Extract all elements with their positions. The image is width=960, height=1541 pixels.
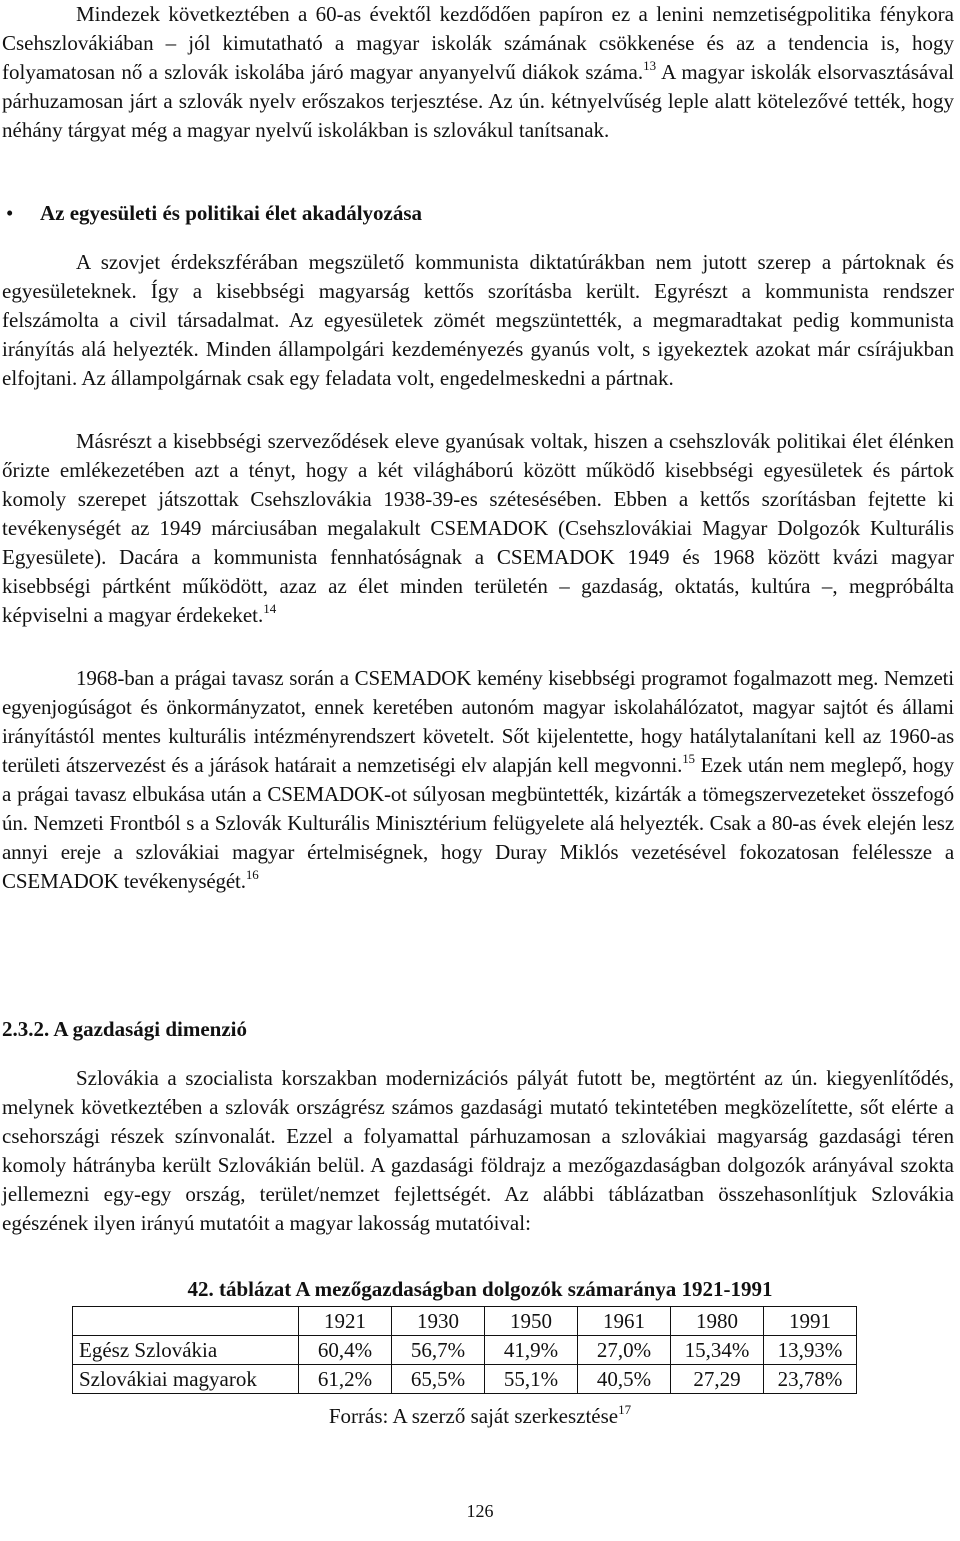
table-row-label: Egész Szlovákia	[73, 1336, 299, 1365]
table-row	[73, 1336, 857, 1365]
bullet-icon: •	[6, 201, 14, 225]
bullet-heading: Az egyesületi és politikai élet akadályozása	[40, 201, 423, 225]
table-cell: 56,7%	[392, 1336, 485, 1365]
footnote-ref-13[interactable]: 13	[643, 58, 657, 73]
table-cell: 15,34%	[671, 1336, 764, 1365]
table-header-cell: 1950	[485, 1307, 578, 1336]
table-cell: 40,5%	[578, 1365, 671, 1394]
table-header-cell	[73, 1307, 299, 1336]
section-heading: 2.3.2. A gazdasági dimenzió	[2, 1017, 248, 1041]
paragraph-prague-spring	[2, 664, 954, 896]
footnote-ref-16[interactable]: 16	[245, 867, 259, 882]
table-header-cell: 1980	[671, 1307, 764, 1336]
table-source	[0, 1402, 960, 1431]
source-text: Forrás: A szerző saját szerkesztése	[328, 1404, 619, 1428]
table-header-cell: 1930	[392, 1307, 485, 1336]
paragraph-text: 1968-ban a prágai tavasz során a CSEMADOK kemény kisebbségi programot fogalmazott meg. Nemzeti egyenjogúságot és önkormányzatot, ennek keretében autonóm magyar iskolahálózatot, magyar sajtót és állami irányítástól mentes kulturális intézményrendszert követelt. Sőt kijelentette, hogy hatálytalanítani kell az 1960-as területi átszervezést és a járások határait a nemzetiségi elv alapján kell megvonni.	[2, 666, 954, 777]
table-cell: 61,2%	[299, 1365, 392, 1394]
table-row-label: Szlovákiai magyarok	[73, 1365, 299, 1394]
paragraph-text: Másrészt a kisebbségi szerveződések eleve gyanúsak voltak, hiszen a csehszlovák politikai élet élénken őrizte emlékezetében azt a tényt, hogy a két világháború között működő kisebbségi egyesületek és pártok komoly szerepet játszottak Csehszlovákia 1938-39-es szétesésében. Ebben a kettős szorításban fejtette ki tevékenységét az 1949 márciusában megalakult CSEMADOK (Csehszlovákiai Magyar Dolgozók Kulturális Egyesülete). Dacára a kommunista fennhatóságnak a CSEMADOK 1949 és 1968 között kvázi magyar kisebbségi pártként működött, azaz az élet minden területén – gazdaság, oktatás, kultúra –, megpróbálta képviselni a magyar érdekeket.	[2, 429, 954, 627]
agriculture-table	[72, 1306, 857, 1394]
footnote-ref-17[interactable]: 17	[618, 1402, 632, 1417]
footnote-ref-14[interactable]: 14	[263, 601, 277, 616]
table-header-row	[73, 1307, 857, 1336]
table-cell: 27,0%	[578, 1336, 671, 1365]
table-cell: 27,29	[671, 1365, 764, 1394]
footnote-ref-15[interactable]: 15	[682, 751, 695, 766]
table-cell: 13,93%	[764, 1336, 857, 1365]
table-header-cell: 1991	[764, 1307, 857, 1336]
paragraph-csemadok	[2, 427, 954, 630]
table-cell: 55,1%	[485, 1365, 578, 1394]
paragraph-text: Mindezek következtében a 60-as évektől kezdődően papíron ez a lenini nemzetiségpolitika fénykora Csehszlovákiában – jól kimutatható a magyar iskolák számának csökkenése és az a tendencia is, hogy folyamatosan nő a szlovák iskolába járó magyar anyanyelvű diákok száma.	[2, 2, 954, 84]
table-cell: 65,5%	[392, 1365, 485, 1394]
table-cell: 60,4%	[299, 1336, 392, 1365]
paragraph-associations: A szovjet érdekszférában megszülető kommunista diktatúrákban nem jutott szerep a pártoknak és egyesületeknek. Így a kisebbségi magyarság kettős szorításba került. Egyrészt a kommunista rendszer felszámolta a civil társadalmat. Az egyesületek zömét megszüntették, a megmaradtakat pedig kommunista irányítás alá helyezték. Minden állampolgári kezdeményezés gyanús volt, s igyekeztek azokat már csírájukban elfojtani. Az állampolgárnak csak egy feladata volt, engedelmeskedni a pártnak.	[2, 250, 954, 390]
page-number: 126	[466, 1501, 494, 1521]
bullet-item	[2, 199, 954, 228]
paragraph-text: Ezek után nem meglepő, hogy a prágai tavasz elbukása után a CSEMADOK-ot súlyosan megbüntették, kizárták a tömegszervezeteket összefogó ún. Nemzeti Frontból s a Szlovák Kulturális Minisztérium felügyelete alá helyezték. Csak a 80-as évek elején lesz annyi ereje a szlovákiai magyar értelmiségnek, hogy Duray Miklós vezetésével fokozatosan felélessze a CSEMADOK tevékenységét.	[2, 753, 954, 893]
table-cell: 23,78%	[764, 1365, 857, 1394]
table-row	[73, 1365, 857, 1394]
table-header-cell: 1921	[299, 1307, 392, 1336]
table-caption: 42. táblázat A mezőgazdaságban dolgozók számaránya 1921-1991	[187, 1277, 773, 1301]
table-cell: 41,9%	[485, 1336, 578, 1365]
paragraph-school-decline	[2, 0, 954, 145]
paragraph-economy: Szlovákia a szocialista korszakban modernizációs pályát futott be, megtörtént az ún. kiegyenlítődés, melynek következtében a szlovák országrész számos gazdasági mutató tekintetében megközelítette, sőt elérte a csehországi részek színvonalát. Ezzel a folyamattal párhuzamosan a szlovákiai magyarság gazdasági téren komoly hátrányba került Szlovákián belül. A gazdasági földrajz a mezőgazdaságban dolgozók arányával szokta jellemezni egy-egy ország, terület/nemzet fejlettségét. Az alábbi táblázatban összehasonlítjuk Szlovákia egészének ilyen irányú mutatóit a magyar lakosság mutatóival:	[2, 1066, 954, 1235]
table-header-cell: 1961	[578, 1307, 671, 1336]
paragraph-text: A magyar iskolák elsorvasztásával párhuzamosan járt a szlovák nyelv erőszakos terjesztése. Az ún. kétnyelvűség leple alatt kötelezővé tették, hogy néhány tárgyat még a magyar nyelvű iskolákban is szlovákul tanítsanak.	[2, 60, 954, 142]
